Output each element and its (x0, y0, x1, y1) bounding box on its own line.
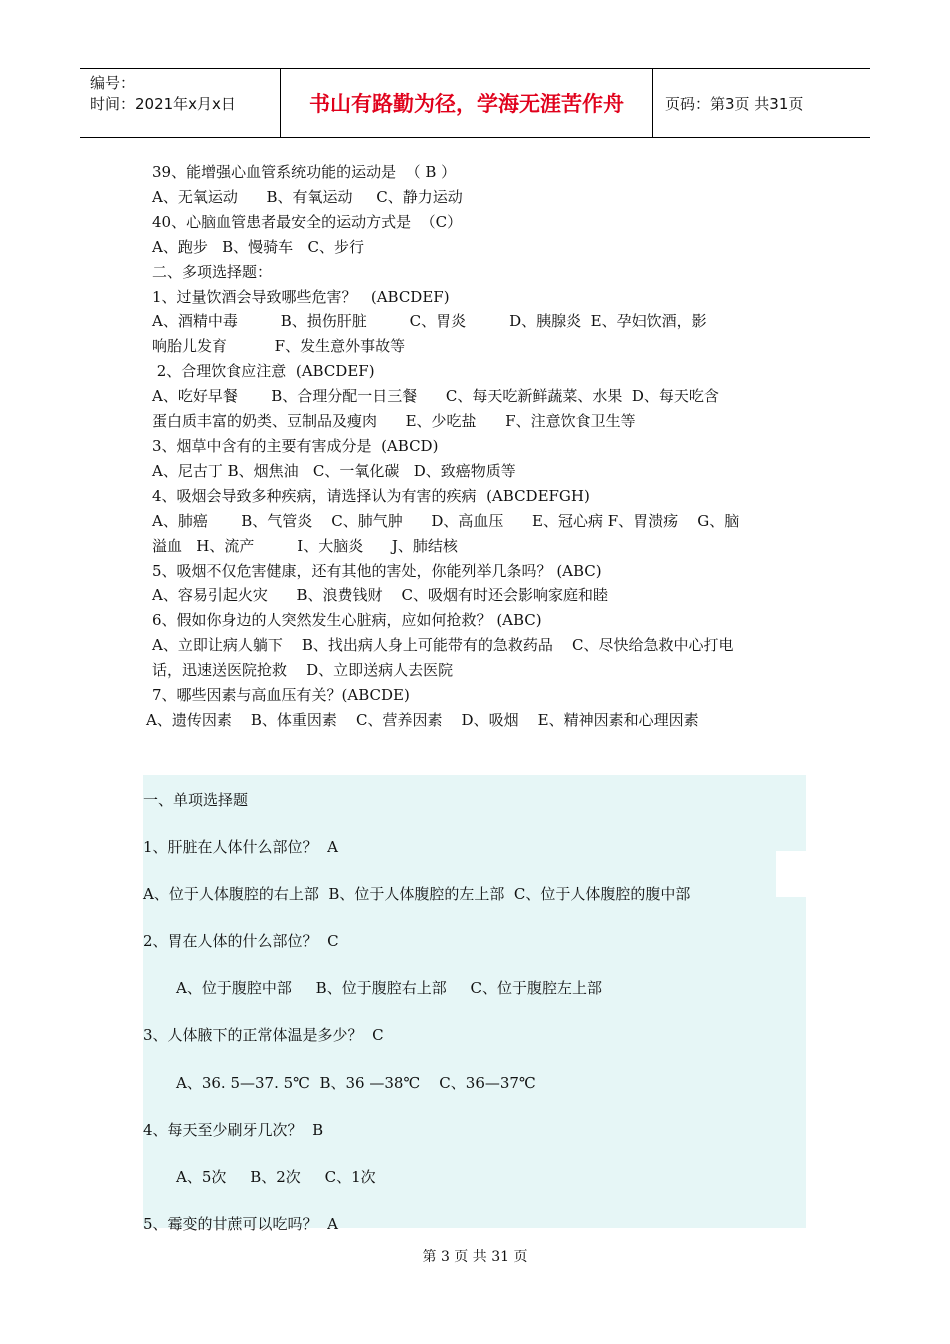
option-line: A、酒精中毒 B、损伤肝脏 C、胃炎 D、胰腺炎 E、孕妇饮酒，影 (152, 312, 707, 331)
option-line: A、跑步 B、慢骑车 C、步行 (152, 237, 364, 256)
option-line: A、无氧运动 B、有氧运动 C、静力运动 (152, 187, 463, 206)
question-line: 6、假如你身边的人突然发生心脏病，应如何抢救？ (ABC) (152, 611, 542, 630)
header-table (80, 68, 870, 138)
single-choice-section (143, 777, 806, 1248)
question-line: 2、胃在人体的什么部位？ C (143, 932, 339, 951)
question-line: 39、能增强心血管系统功能的运动是 （ B ） (152, 163, 457, 181)
question-line: 4、吸烟会导致多种疾病，请选择认为有害的疾病 (ABCDEFGH) (152, 486, 590, 505)
page-indicator: 页码：第3页 共31页 (665, 94, 804, 113)
multiple-choice-section (146, 160, 812, 733)
option-line: A、遗传因素 B、体重因素 C、营养因素 D、吸烟 E、精神因素和心理因素 (146, 710, 699, 729)
question-line: 2、合理饮食应注意 (ABCDEF) (152, 362, 375, 381)
option-line: 响胎儿发育 F、发生意外事故等 (152, 337, 406, 356)
question-line: 5、吸烟不仅危害健康，还有其他的害处，你能列举几条吗？ (ABC) (152, 561, 602, 580)
question-line: 3、人体腋下的正常体温是多少？ C (143, 1026, 384, 1045)
header-info-cell (80, 69, 281, 137)
option-line: 溢血 H、流产 I、大脑炎 J、肺结核 (152, 536, 458, 555)
question-line: 1、过量饮酒会导致哪些危害？ (ABCDEF) (152, 287, 450, 306)
doc-number-label: 编号： (90, 74, 136, 92)
option-line: A、肺癌 B、气管炎 C、肺气肿 D、高血压 E、冠心病 F、胃溃疡 G、脑 (152, 511, 740, 530)
option-line: A、尼古丁 B、烟焦油 C、一氧化碳 D、致癌物质等 (152, 461, 516, 480)
option-line: A、5次 B、2次 C、1次 (176, 1167, 376, 1186)
question-line: 1、肝脏在人体什么部位？ A (143, 838, 338, 857)
question-line: 5、霉变的甘蔗可以吃吗？ A (143, 1214, 338, 1233)
option-line: 蛋白质丰富的奶类、豆制品及瘦肉 E、少吃盐 F、注意饮食卫生等 (152, 412, 636, 431)
question-line: 7、哪些因素与高血压有关？(ABCDE) (152, 686, 410, 705)
option-line: A、36. 5—37. 5℃ B、36 —38℃ C、36—37℃ (176, 1073, 536, 1092)
section-heading: 二、多项选择题： (152, 262, 273, 281)
section-heading: 一、单项选择题 (143, 791, 249, 809)
option-line: A、容易引起火灾 B、浪费钱财 C、吸烟有时还会影响家庭和睦 (152, 586, 609, 605)
option-line: A、立即让病人躺下 B、找出病人身上可能带有的急救药品 C、尽快给急救中心打电 (152, 636, 734, 655)
option-line: A、吃好早餐 B、合理分配一日三餐 C、每天吃新鲜蔬菜、水果 D、每天吃含 (152, 387, 719, 406)
question-line: 40、心脑血管患者最安全的运动方式是 （C） (152, 212, 463, 231)
option-line: 话，迅速送医院抢救 D、立即送病人去医院 (152, 661, 454, 680)
question-line: 4、每天至少刷牙几次？ B (143, 1120, 324, 1139)
time-label: 时间：2021年x月x日 (90, 95, 236, 113)
option-line: A、位于腹腔中部 B、位于腹腔右上部 C、位于腹腔左上部 (176, 979, 603, 998)
option-line: A、位于人体腹腔的右上部 B、位于人体腹腔的左上部 C、位于人体腹腔的腹中部 (143, 885, 691, 904)
question-line: 3、烟草中含有的主要有害成分是 (ABCD) (152, 436, 439, 455)
motto: 书山有路勤为径，学海无涯苦作舟 (281, 69, 653, 137)
page-footer: 第 3 页 共 31 页 (422, 1249, 528, 1265)
